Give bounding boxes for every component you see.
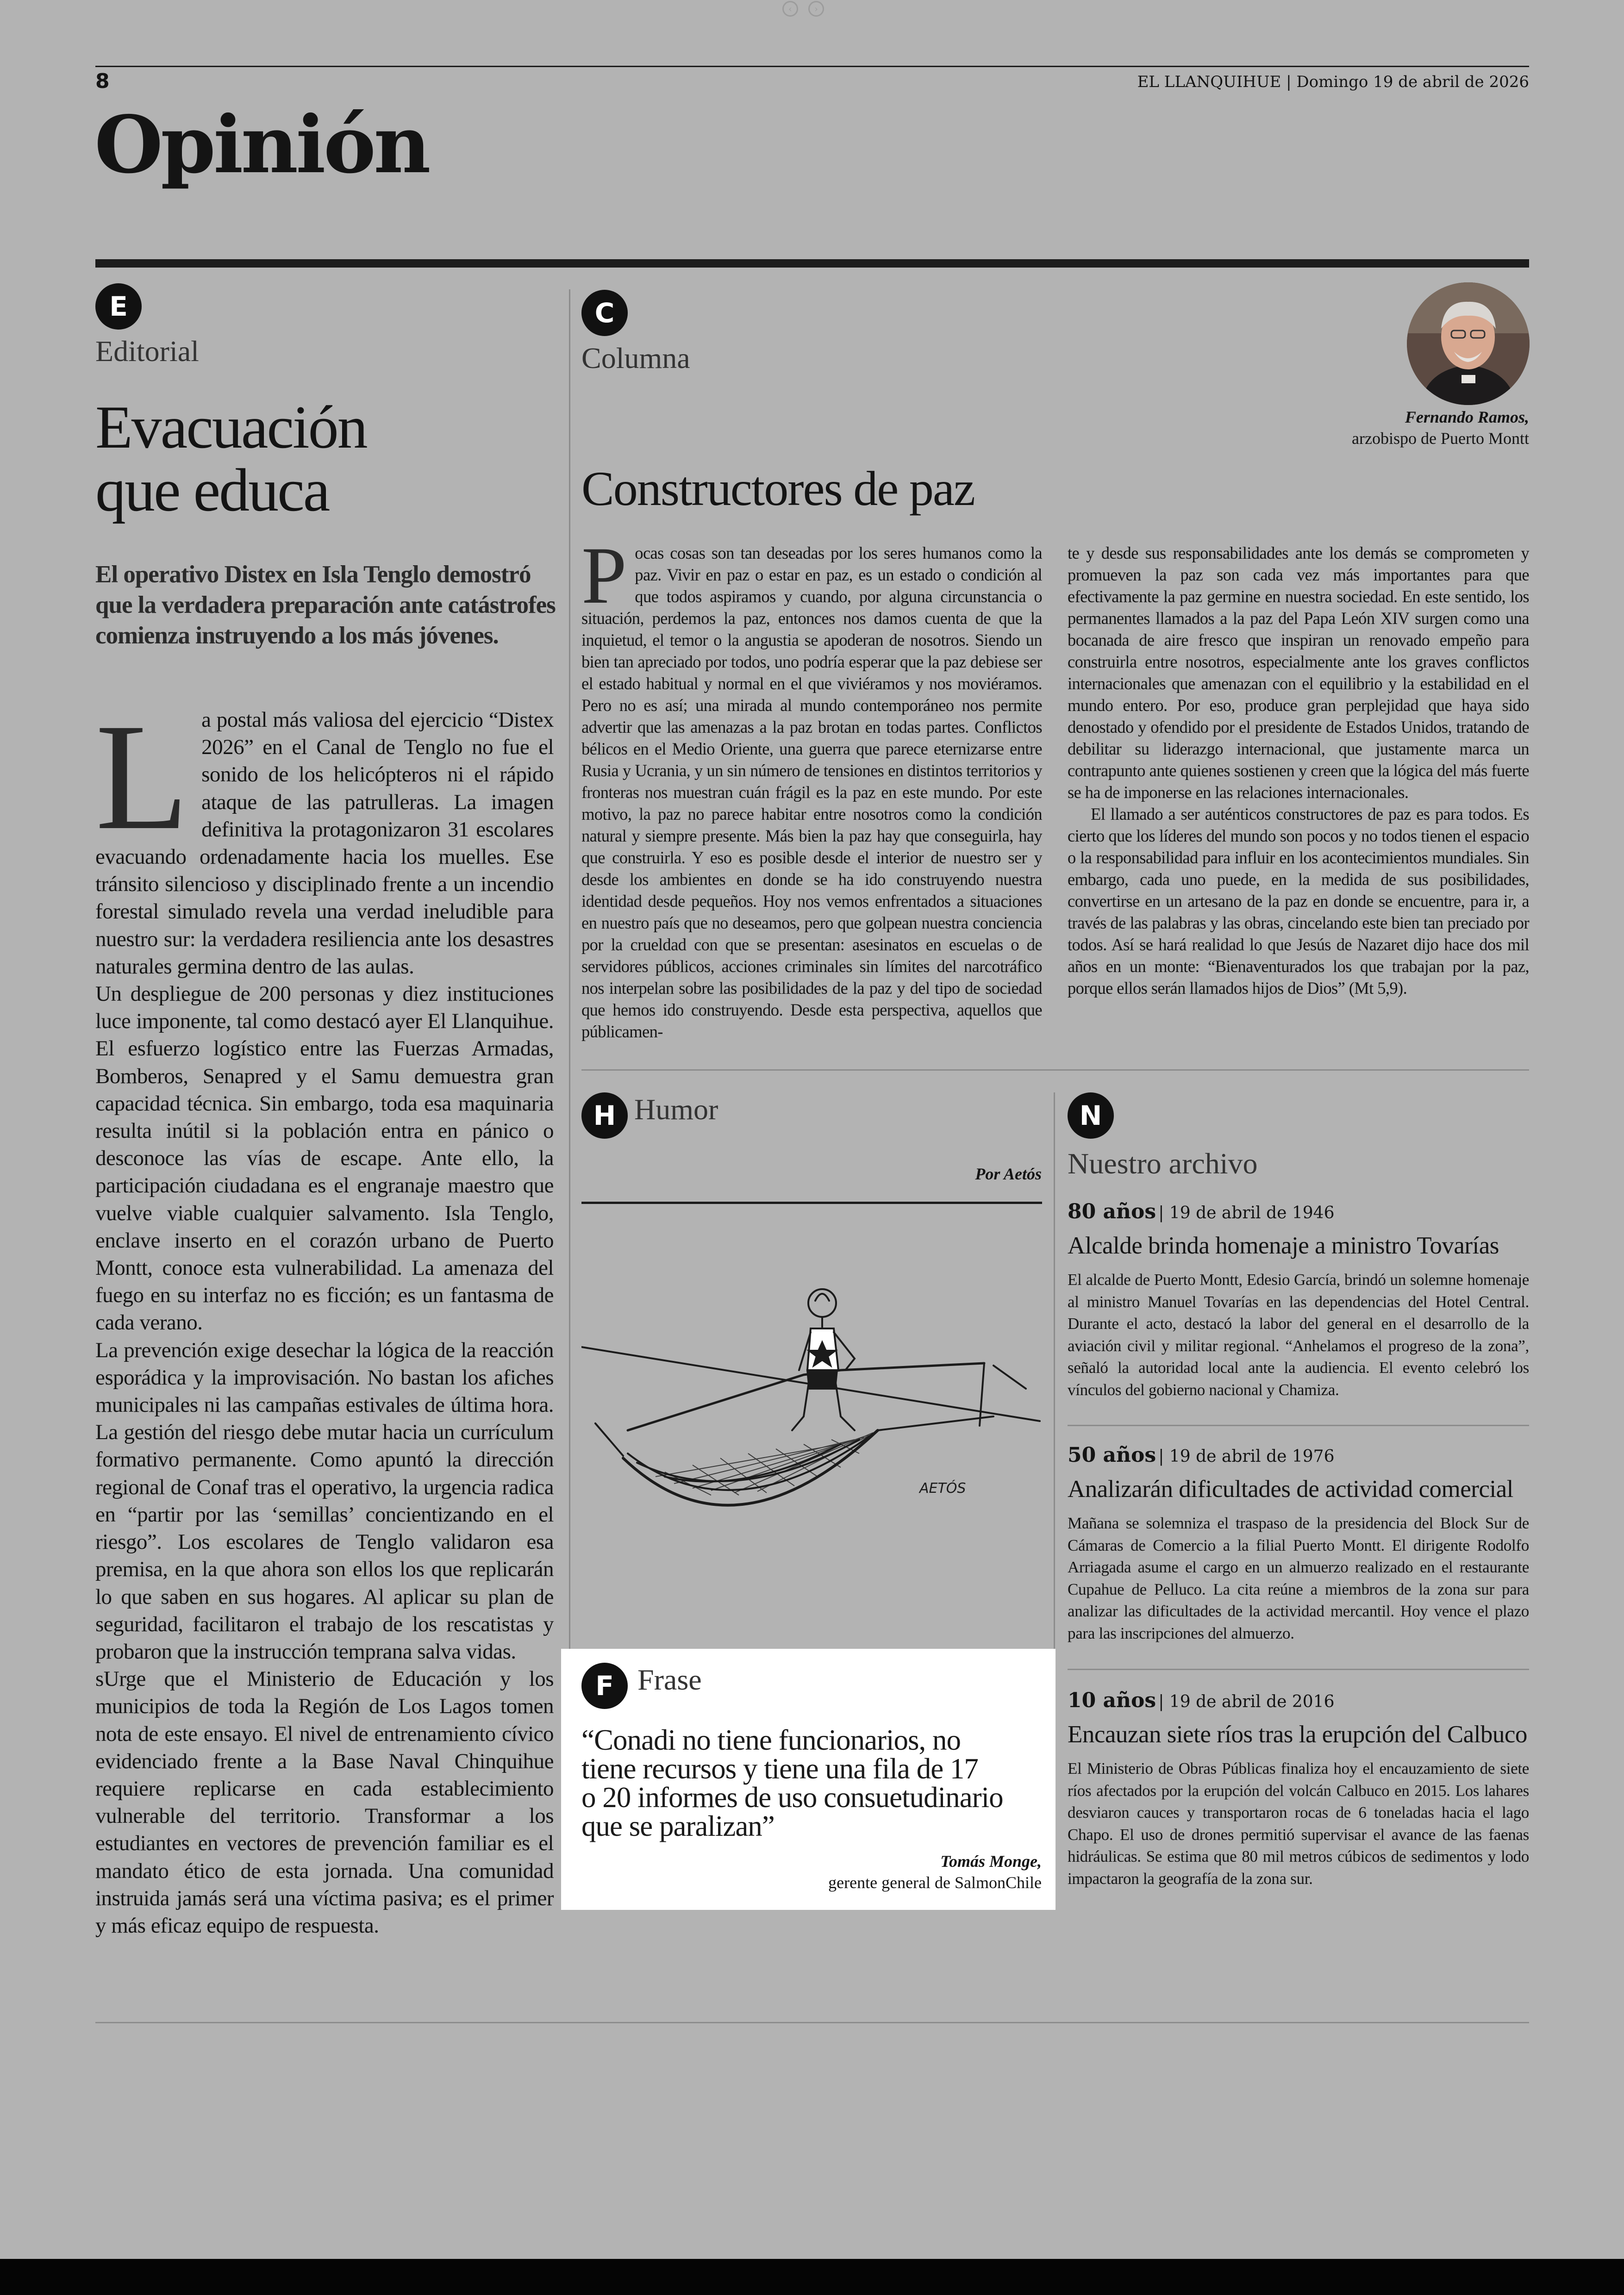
humor-badge: H xyxy=(581,1092,628,1139)
editorial-lead: El operativo Distex en Isla Tenglo demostró que la verdadera preparación ante catástrofes comienza instruyendo a los más jóvenes. xyxy=(95,561,556,649)
archive-years: 50 años xyxy=(1068,1443,1156,1467)
top-rule xyxy=(95,66,1529,67)
viewer-bottom-bar xyxy=(0,2259,1624,2295)
section-title: Opinión xyxy=(94,99,429,191)
editorial-headline-line1: Evacuación xyxy=(95,393,367,461)
archive-divider xyxy=(1068,1669,1529,1670)
author-portrait-image xyxy=(1407,282,1530,405)
frase-author xyxy=(602,1851,1042,1893)
archive-kicker: Nuestro archivo xyxy=(1068,1147,1258,1180)
column-headline: Constructores de paz xyxy=(581,461,974,516)
frase-quote-line: tiene recursos y tiene una fila de 17 xyxy=(581,1752,978,1785)
archive-item-meta xyxy=(1068,1689,1529,1712)
archive-headline: Analizarán dificultades de actividad comercial xyxy=(1068,1476,1513,1503)
column-kicker: Columna xyxy=(581,342,690,374)
editorial-kicker: Editorial xyxy=(95,335,199,368)
column-author-role: arzobispo de Puerto Montt xyxy=(1352,429,1529,448)
column-bottom-rule xyxy=(581,1069,1529,1071)
archive-item xyxy=(1068,1689,1529,1890)
next-page-icon[interactable]: › xyxy=(808,1,824,17)
frase-quote-line: que se paralizan” xyxy=(581,1810,775,1842)
archive-years: 10 años xyxy=(1068,1689,1156,1712)
archive-item xyxy=(1068,1443,1529,1644)
humor-byline: Por Aetós xyxy=(975,1165,1042,1183)
editorial-paragraph: a postal más valiosa del ejercicio “Distex 2026” en el Canal de Tenglo no fue el sonido de los helicópteros ni el rápido ataque de las patrulleras. La imagen definitiva la protagonizaron 31 escolares evacuando ordenadamente hacia los muelles. Ese tránsito silencioso y disciplinado frente a un incendio forestal simulado revela una verdad ineludible para nuestro sur: la verdadera resiliencia ante los desastres naturales germina dentro de las aulas. xyxy=(95,708,554,979)
archive-headline: Encauzan siete ríos tras la erupción del Calbuco xyxy=(1068,1721,1527,1748)
frase-author-name: Tomás Monge, xyxy=(940,1852,1042,1871)
archive-item-meta xyxy=(1068,1200,1529,1223)
column-paragraph: te y desde sus responsabilidades ante los demás se comprometen y promueven la paz son cada vez más importantes para que efectivamente la paz germine en nuestra sociedad. En este sentido, los permanentes llamados a la paz del Papa León XIV surgen como una bocanada de aire fresco que inspiran un renovado empeño para construirla entre nosotros, especialmente ante los graves conflictos internacionales que amenazan con el equilibrio y la estabilidad en el mundo entero. Por eso, produce gran perplejidad que haya sido denostado y ofendido por el presidente de Estados Unidos, tratando de debilitar su liderazgo internacional, que justamente marca un contrapunto ante quienes sostienen y creen que la lógica del más fuerte se ha de imponerse en las relaciones internacionales. xyxy=(1068,543,1529,802)
page-nav xyxy=(782,1,824,15)
archive-badge: N xyxy=(1068,1092,1114,1139)
humor-cartoon xyxy=(581,1278,1042,1555)
archive-body: El alcalde de Puerto Montt, Edesio García, brindó un solemne homenaje al ministro Manuel Tovarías en las dependencias del Hotel Central. Durante el acto, destacó la labor del general en el desarrollo de la aviación civil y militar regional. “Anhelamos el progreso de la zona”, señaló la autoridad local ante la audiencia. El evento celebró los vínculos del gobierno nacional y Chamiza. xyxy=(1068,1271,1529,1399)
frase-quote-line: “Conadi no tiene funcionarios, no xyxy=(581,1724,961,1756)
prev-page-icon[interactable]: ‹ xyxy=(782,1,798,17)
archive-date: | 19 de abril de 1976 xyxy=(1158,1447,1335,1466)
frase-quote-line: o 20 informes de uso consuetudinario xyxy=(581,1781,1003,1814)
frase-author-role: gerente general de SalmonChile xyxy=(828,1873,1042,1892)
column-paragraph: El llamado a ser auténticos constructores de paz es para todos. Es cierto que los líderes del mundo son pocos y no todos tienen el espacio o la responsabilidad para influir en los acontecimientos mundiales. Sin embargo, cada uno puede, en la medida de sus posibilidades, convertirse en un artesano de la paz en donde se encuentre, para ir, a través de las palabras y las obras, cincelando este bien tan preciado por todos. Así se hará realidad lo que Jesús de Nazaret dijo hace dos mil años en un monte: “Bienaventurados los que trabajan por la paz, porque ellos serán llamados hijos de Dios” (Mt 5,9). xyxy=(1068,804,1529,998)
column-author xyxy=(1352,406,1529,449)
editorial-paragraph: sUrge que el Ministerio de Educación y los municipios de toda la Región de Los Lagos tomen nota de este ensayo. El nivel de entrenamiento cívico evidenciado frente a la Base Naval Chinquihue requiere replicarse en cada establecimiento vulnerable del territorio. Transformar a los estudiantes en vectores de prevención familiar es el mandato ético de esta jornada. Una comunidad instruida jamás será una víctima pasiva; es el primer y más eficaz equipo de respuesta. xyxy=(95,1667,554,1938)
frase-badge: F xyxy=(581,1663,628,1709)
frase-kicker: Frase xyxy=(637,1663,702,1696)
archive-body: El Ministerio de Obras Públicas finaliza hoy el encauzamiento de siete ríos afectados por la erupción del volcán Calbuco en 2015. Los lahares desviaron cauces y transportaron rocas de 6 toneladas hacia el lago Chapo. El uso de drones permitió supervisar el avance de las faenas hidráulicas. Se estima que 80 mil metros cúbicos de sedimentos y lodo impactaron la geografía de la zona sur. xyxy=(1068,1759,1529,1888)
page-number: 8 xyxy=(95,69,110,93)
editorial-headline-line2: que educa xyxy=(95,456,329,524)
column-body-col1 xyxy=(581,530,1042,1042)
paper-date: EL LLANQUIHUE | Domingo 19 de abril de 2026 xyxy=(1137,73,1529,91)
column-paragraph: ocas cosas son tan deseadas por los seres humanos como la paz. Vivir en paz o estar en paz, es un estado o condición al que todos aspiramos y cuando, por alguna circunstancia o situación, perdemos la paz, entonces nos damos cuenta de que la inquietud, el temor o la angustia se apoderan de nosotros. Siendo un bien tan apreciado por todos, uno podría esperar que la paz debiese ser el estado habitual y normal en el que viviéramos y nos moviéramos. Pero no es así; una mirada al mundo contemporáneo nos permite advertir que las amenazas a la paz brotan en todas partes. Conflictos bélicos en el Medio Oriente, una guerra que parece eternizarse entre Rusia y Ucrania, y un sin número de tensiones en distintos territorios y fronteras nos muestran cuán frágil es la paz en este mundo. Por este motivo, la paz no parece habitar entre nosotros como la condición natural y siempre presente. Más bien la paz hay que conseguirla, hay que construirla. Y eso es posible desde el interior de nuestro ser y desde los ambientes en donde se ha ido construyendo nuestra identidad desde pequeños. Hoy nos vemos enfrentados a situaciones en nuestro país que no deseamos, pero que golpean nuestra conciencia por la crueldad con que se presentan: asesinatos en escuelas o de servidores públicos, acciones criminales sin límites del narcotráfico nos interpelan sobre las posibilidades de la paz y del tipo de sociedad que hemos ido construyendo. Desde esta perspectiva, aquellos que públicamen- xyxy=(581,543,1042,1041)
cartoon-signature: AETÓS xyxy=(919,1480,966,1497)
archive-date: | 19 de abril de 1946 xyxy=(1158,1204,1335,1222)
archive-years: 80 años xyxy=(1068,1200,1156,1223)
archive-body: Mañana se solemniza el traspaso de la presidencia del Block Sur de Cámaras de Comercio a la filial Puerto Montt. El dirigente Rodolfo Arriagada asume el cargo en un almuerzo realizado en el restaurante Cupahue de Pelluco. La cita reúne a miembros de la zona sur para analizar las dificultades de la actividad mercantil. Hoy vence el plazo para las inscripciones del almuerzo. xyxy=(1068,1514,1529,1642)
editorial-headline xyxy=(95,393,544,524)
archive-date: | 19 de abril de 2016 xyxy=(1158,1692,1335,1711)
column-author-name: Fernando Ramos, xyxy=(1405,408,1529,426)
column-dropcap: P xyxy=(581,530,627,621)
archive-headline: Alcalde brinda homenaje a ministro Tovarías xyxy=(1068,1232,1499,1259)
humor-rule xyxy=(581,1202,1042,1204)
frase-quote xyxy=(581,1726,1049,1840)
editorial-body xyxy=(95,692,554,1940)
editorial-paragraph: La prevención exige desechar la lógica de la reacción esporádica y la improvisación. No bastan los afiches municipales ni las campañas estivales de última hora. La gestión del riesgo debe mutar hacia un currículum formativo permanente. Como apuntó la dirección regional de Conaf tras el operativo, la urgencia radica en “partir por las ‘semillas’ concientizando en el riesgo”. Los escolares de Tenglo validaron esa premisa, en la que ahora son ellos los que replicarán lo que saben en sus hogares. Al aplicar su plan de seguridad, facilitaron el trabajo de los rescatistas y probaron que la instrucción temprana salva vidas. xyxy=(95,1338,554,1664)
editorial-badge: E xyxy=(95,283,142,330)
archive-divider xyxy=(1068,1425,1529,1426)
footer-rule xyxy=(95,2022,1529,2023)
section-rule xyxy=(95,259,1529,268)
column-body-col2 xyxy=(1068,542,1529,999)
column-badge: C xyxy=(581,290,628,336)
editorial-dropcap: L xyxy=(95,692,189,861)
editorial-paragraph: Un despliegue de 200 personas y diez instituciones luce imponente, tal como destacó ayer El Llanquihue. El esfuerzo logístico entre las Fuerzas Armadas, Bomberos, Senapred y el Samu demuestra gran capacidad técnica. Sin embargo, toda esa maquinaria resulta inútil si la población entra en pánico o desconoce las vías de escape. Ante ello, la participación ciudadana es el engranaje maestro que vuelve viable cualquier salvamento. Isla Tenglo, enclave inserto en el corazón urbano de Puerto Montt, conoce esta vulnerabilidad. La amenaza del fuego en su interfaz no es ficción; es un fantasma de cada verano. xyxy=(95,982,554,1335)
author-portrait xyxy=(1407,282,1530,405)
archive-item-meta xyxy=(1068,1443,1529,1467)
archive-item xyxy=(1068,1200,1529,1401)
tightrope-cartoon xyxy=(581,1278,1042,1555)
humor-kicker: Humor xyxy=(634,1093,718,1126)
